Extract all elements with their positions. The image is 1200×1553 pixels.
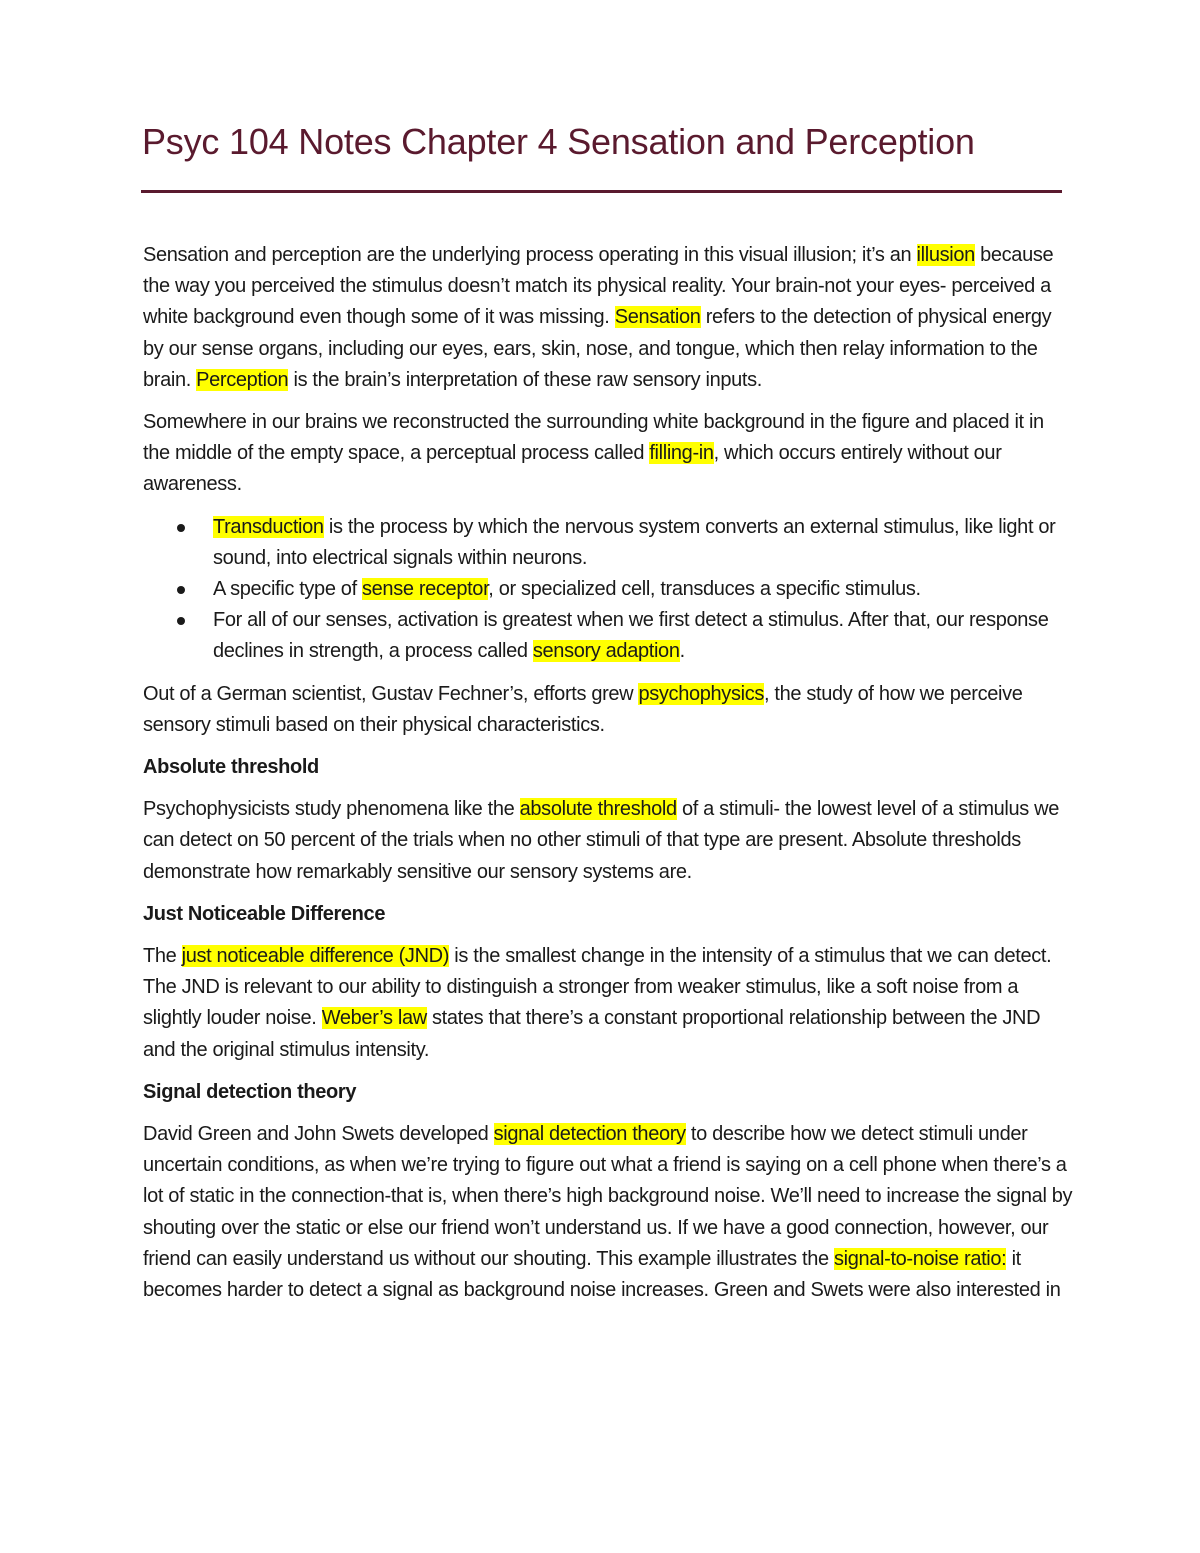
text-run: David Green and John Swets developed <box>143 1123 494 1146</box>
text-run: For all of our senses, activation is greatest when we first detect a stimulus. After that, our response declines in strength, a process called <box>213 609 1049 663</box>
text-run: , or specialized cell, transduces a specific stimulus. <box>488 578 921 601</box>
text-run: states that there’s a constant proportional relationship between the JND and the original stimulus intensity. <box>143 1007 1041 1061</box>
text-run: is the smallest change in the intensity of a stimulus that we can detect. The JND is relevant to our ability to distinguish a stronger from weaker stimulus, like a soft noise from a slightly louder noise. <box>143 945 1052 1030</box>
highlight-signal-detection-theory: signal detection theory <box>493 1123 686 1146</box>
highlight-sense-receptor: sense receptor <box>362 578 489 601</box>
highlight-jnd: just noticeable difference (JND) <box>181 945 450 968</box>
highlight-psychophysics: psychophysics <box>638 682 764 705</box>
document-body <box>143 240 1073 1317</box>
text-run: of a stimuli- the lowest level of a stimulus we can detect on 50 percent of the trials when no other stimuli of that type are present. Absolute thresholds demonstrate how remarkably sensitive our sensory systems are. <box>143 798 1060 883</box>
text-run: refers to the detection of physical energy by our sense organs, including our eyes, ears, skin, nose, and tongue, which then relay information to the brain. <box>143 306 1052 391</box>
list-item <box>213 605 1073 667</box>
text-run: The <box>143 945 182 968</box>
highlight-absolute-threshold: absolute threshold <box>519 798 677 821</box>
highlight-signal-to-noise: signal-to-noise ratio: <box>833 1247 1007 1270</box>
text-run: to describe how we detect stimuli under uncertain conditions, as when we’re trying to figure out what a friend is saying on a cell phone when there’s a lot of static in the connection-that is, when there’s high background noise. We’ll need to increase the signal by shouting over the static or else our friend won’t understand us. If we have a good connection, however, our friend can easily understand us without our shouting. This example illustrates the <box>143 1123 1073 1270</box>
highlight-sensation: Sensation <box>614 306 701 329</box>
list-item <box>213 574 1073 605</box>
paragraph-intro <box>143 240 1073 396</box>
highlight-perception: Perception <box>196 368 289 391</box>
highlight-filling-in: filling-in <box>649 442 714 465</box>
paragraph-jnd <box>143 941 1073 1066</box>
text-run: Psychophysicists study phenomena like the <box>143 798 520 821</box>
text-run: it becomes harder to detect a signal as background noise increases. Green and Swets were also interested in <box>143 1247 1061 1302</box>
section-heading-absolute-threshold: Absolute threshold <box>143 756 319 779</box>
highlight-transduction: Transduction <box>213 515 324 538</box>
text-run: Somewhere in our brains we reconstructed the surrounding white background in the figure and placed it in the middle of the empty space, a perceptual process called <box>143 411 1044 465</box>
highlight-illusion: illusion <box>916 244 975 266</box>
highlight-webers-law: Weber’s law <box>321 1007 427 1030</box>
paragraph-absolute-threshold <box>143 794 1073 888</box>
text-run: . <box>679 640 685 663</box>
text-run: , which occurs entirely without our awareness. <box>143 442 1002 496</box>
text-run: Sensation and perception are the underlying process operating in this visual illusion; it’s an <box>143 244 917 266</box>
list-item <box>213 512 1073 574</box>
bullet-list <box>143 512 1073 668</box>
paragraph-signal-detection <box>143 1119 1073 1306</box>
title-divider <box>141 190 1062 193</box>
text-run: Out of a German scientist, Gustav Fechner’s, efforts grew <box>143 682 639 705</box>
paragraph-psychophysics <box>143 679 1073 741</box>
section-heading-signal-detection: Signal detection theory <box>143 1080 357 1103</box>
paragraph-filling-in <box>143 407 1073 501</box>
text-run: is the process by which the nervous system converts an external stimulus, like light or sound, into electrical signals within neurons. <box>213 515 1056 569</box>
text-run: is the brain’s interpretation of these raw sensory inputs. <box>288 368 762 391</box>
page-title: Psyc 104 Notes Chapter 4 Sensation and Perception <box>142 121 975 162</box>
text-run: because the way you perceived the stimulus doesn’t match its physical reality. Your brain-not your eyes- perceived a white background even though some of it was missing. <box>143 244 1054 329</box>
section-heading-jnd: Just Noticeable Difference <box>143 902 386 925</box>
text-run: , the study of how we perceive sensory stimuli based on their physical characteristics. <box>143 682 1023 736</box>
highlight-sensory-adaption: sensory adaption <box>532 640 680 663</box>
text-run: A specific type of <box>213 578 362 601</box>
